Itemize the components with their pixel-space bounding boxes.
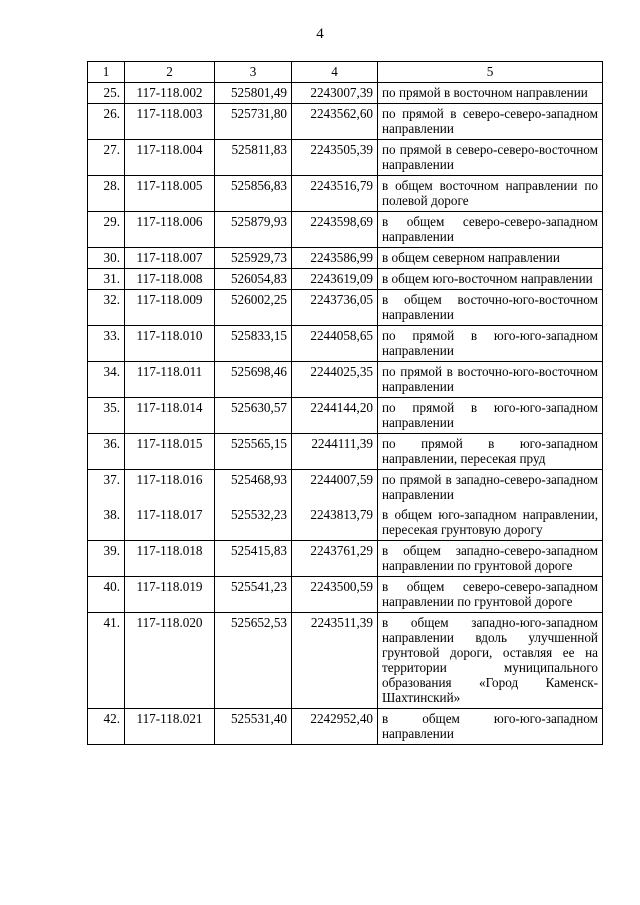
row-number: 33. bbox=[88, 326, 125, 362]
point-id: 117-118.006 bbox=[125, 212, 215, 248]
column-header-4: 4 bbox=[292, 62, 378, 83]
coord-y: 2243500,59 bbox=[292, 577, 378, 613]
coord-x: 525879,93 bbox=[215, 212, 292, 248]
coord-x: 525801,49 bbox=[215, 83, 292, 104]
point-id: 117-118.005 bbox=[125, 176, 215, 212]
coord-y: 2243761,29 bbox=[292, 541, 378, 577]
row-number: 31. bbox=[88, 269, 125, 290]
coord-x: 526002,25 bbox=[215, 290, 292, 326]
table-row bbox=[88, 505, 603, 541]
coord-x: 525532,23 bbox=[215, 505, 292, 541]
direction-description: в общем западно-северо-западном направлении по грунтовой дороге bbox=[378, 541, 603, 577]
direction-description: по прямой в северо-северо-восточном направлении bbox=[378, 140, 603, 176]
direction-description: в общем юго-восточном направлении bbox=[378, 269, 603, 290]
coord-x: 525929,73 bbox=[215, 248, 292, 269]
coord-x: 525541,23 bbox=[215, 577, 292, 613]
row-number: 30. bbox=[88, 248, 125, 269]
direction-description: в общем западно-юго-западном направлении вдоль улучшенной грунтовой дороги, оставляя ее на территории муниципального образования «Город Каменск-Шахтинский» bbox=[378, 613, 603, 709]
point-id: 117-118.015 bbox=[125, 434, 215, 470]
coord-x: 525531,40 bbox=[215, 709, 292, 745]
row-number: 26. bbox=[88, 104, 125, 140]
table-row bbox=[88, 212, 603, 248]
direction-description: по прямой в юго-западном направлении, пересекая пруд bbox=[378, 434, 603, 470]
direction-description: в общем северном направлении bbox=[378, 248, 603, 269]
point-id: 117-118.014 bbox=[125, 398, 215, 434]
coord-x: 525652,53 bbox=[215, 613, 292, 709]
row-number: 27. bbox=[88, 140, 125, 176]
coord-y: 2243813,79 bbox=[292, 505, 378, 541]
column-header-2: 2 bbox=[125, 62, 215, 83]
row-number: 25. bbox=[88, 83, 125, 104]
point-id: 117-118.021 bbox=[125, 709, 215, 745]
point-id: 117-118.016 bbox=[125, 470, 215, 506]
coord-x: 525468,93 bbox=[215, 470, 292, 506]
column-header-1: 1 bbox=[88, 62, 125, 83]
coord-y: 2244144,20 bbox=[292, 398, 378, 434]
point-id: 117-118.004 bbox=[125, 140, 215, 176]
table-row bbox=[88, 269, 603, 290]
point-id: 117-118.008 bbox=[125, 269, 215, 290]
table-row bbox=[88, 577, 603, 613]
point-id: 117-118.011 bbox=[125, 362, 215, 398]
table-row bbox=[88, 398, 603, 434]
coord-y: 2243586,99 bbox=[292, 248, 378, 269]
table-row bbox=[88, 176, 603, 212]
point-id: 117-118.010 bbox=[125, 326, 215, 362]
coord-y: 2244025,35 bbox=[292, 362, 378, 398]
row-number: 28. bbox=[88, 176, 125, 212]
coord-y: 2244007,59 bbox=[292, 470, 378, 506]
table-row bbox=[88, 362, 603, 398]
table-row bbox=[88, 326, 603, 362]
direction-description: по прямой в юго-юго-западном направлении bbox=[378, 326, 603, 362]
column-header-5: 5 bbox=[378, 62, 603, 83]
table-row bbox=[88, 613, 603, 709]
direction-description: в общем юго-юго-западном направлении bbox=[378, 709, 603, 745]
row-number: 34. bbox=[88, 362, 125, 398]
point-id: 117-118.009 bbox=[125, 290, 215, 326]
coord-y: 2244111,39 bbox=[292, 434, 378, 470]
coord-x: 525731,80 bbox=[215, 104, 292, 140]
point-id: 117-118.017 bbox=[125, 505, 215, 541]
coord-y: 2243505,39 bbox=[292, 140, 378, 176]
coord-y: 2242952,40 bbox=[292, 709, 378, 745]
point-id: 117-118.020 bbox=[125, 613, 215, 709]
point-id: 117-118.007 bbox=[125, 248, 215, 269]
direction-description: в общем юго-западном направлении, пересекая грунтовую дорогу bbox=[378, 505, 603, 541]
row-number: 39. bbox=[88, 541, 125, 577]
coord-x: 525565,15 bbox=[215, 434, 292, 470]
table-row bbox=[88, 140, 603, 176]
table-row bbox=[88, 541, 603, 577]
point-id: 117-118.003 bbox=[125, 104, 215, 140]
direction-description: в общем северо-северо-западном направлении по грунтовой дороге bbox=[378, 577, 603, 613]
direction-description: по прямой в восточном направлении bbox=[378, 83, 603, 104]
coord-y: 2243562,60 bbox=[292, 104, 378, 140]
row-number: 42. bbox=[88, 709, 125, 745]
column-header-3: 3 bbox=[215, 62, 292, 83]
coord-y: 2243598,69 bbox=[292, 212, 378, 248]
table-row bbox=[88, 434, 603, 470]
table-row bbox=[88, 709, 603, 745]
row-number: 29. bbox=[88, 212, 125, 248]
direction-description: по прямой в восточно-юго-восточном направлении bbox=[378, 362, 603, 398]
table-row bbox=[88, 470, 603, 506]
coord-x: 525833,15 bbox=[215, 326, 292, 362]
boundary-points-table bbox=[87, 61, 603, 745]
coord-x: 525856,83 bbox=[215, 176, 292, 212]
row-number: 40. bbox=[88, 577, 125, 613]
point-id: 117-118.019 bbox=[125, 577, 215, 613]
direction-description: в общем восточно-юго-восточном направлении bbox=[378, 290, 603, 326]
coord-x: 525415,83 bbox=[215, 541, 292, 577]
table-row bbox=[88, 248, 603, 269]
point-id: 117-118.002 bbox=[125, 83, 215, 104]
row-number: 35. bbox=[88, 398, 125, 434]
row-number: 38. bbox=[88, 505, 125, 541]
page-number: 4 bbox=[316, 26, 324, 42]
coord-x: 526054,83 bbox=[215, 269, 292, 290]
coord-x: 525811,83 bbox=[215, 140, 292, 176]
row-number: 32. bbox=[88, 290, 125, 326]
table-body bbox=[88, 83, 603, 745]
coord-y: 2243619,09 bbox=[292, 269, 378, 290]
table-header-row bbox=[88, 62, 603, 83]
coord-y: 2244058,65 bbox=[292, 326, 378, 362]
row-number: 37. bbox=[88, 470, 125, 506]
direction-description: в общем восточном направлении по полевой дороге bbox=[378, 176, 603, 212]
row-number: 41. bbox=[88, 613, 125, 709]
coord-y: 2243007,39 bbox=[292, 83, 378, 104]
direction-description: в общем северо-северо-западном направлении bbox=[378, 212, 603, 248]
direction-description: по прямой в северо-северо-западном направлении bbox=[378, 104, 603, 140]
coord-y: 2243511,39 bbox=[292, 613, 378, 709]
point-id: 117-118.018 bbox=[125, 541, 215, 577]
table-row bbox=[88, 104, 603, 140]
coord-y: 2243736,05 bbox=[292, 290, 378, 326]
direction-description: по прямой в юго-юго-западном направлении bbox=[378, 398, 603, 434]
coord-x: 525698,46 bbox=[215, 362, 292, 398]
table-row bbox=[88, 290, 603, 326]
row-number: 36. bbox=[88, 434, 125, 470]
coord-y: 2243516,79 bbox=[292, 176, 378, 212]
table-row bbox=[88, 83, 603, 104]
coord-x: 525630,57 bbox=[215, 398, 292, 434]
direction-description: по прямой в западно-северо-западном направлении bbox=[378, 470, 603, 506]
